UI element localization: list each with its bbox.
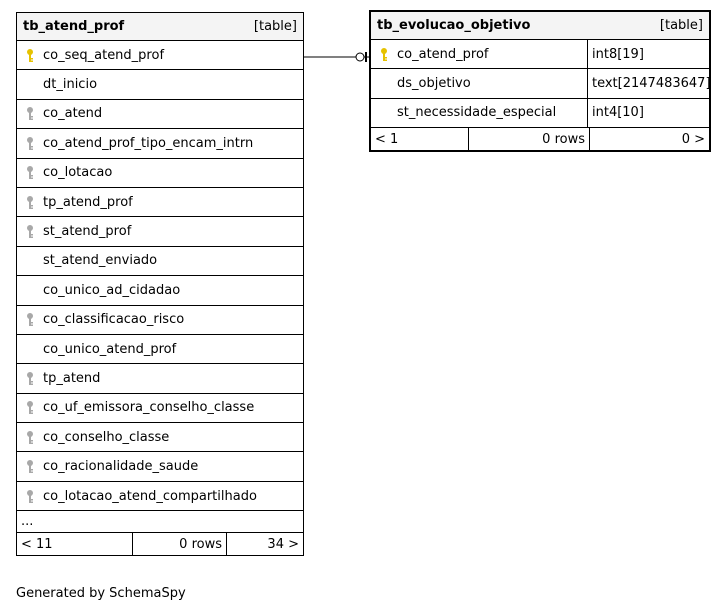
key-gray-icon bbox=[17, 459, 43, 474]
column-type: int4[10] bbox=[587, 99, 709, 127]
column-name: ds_objetivo bbox=[397, 76, 471, 92]
column-name: st_necessidade_especial bbox=[397, 105, 557, 121]
column-row[interactable] bbox=[371, 40, 709, 69]
more-columns-indicator[interactable]: ... bbox=[17, 511, 303, 533]
children-count[interactable]: 0 > bbox=[681, 131, 705, 147]
table-name: tb_atend_prof bbox=[23, 19, 125, 34]
column-name: co_atend bbox=[43, 106, 103, 122]
column-row[interactable] bbox=[17, 452, 303, 481]
column-row[interactable] bbox=[17, 247, 303, 276]
column-type: int8[19] bbox=[587, 40, 709, 68]
column-name: tp_atend_prof bbox=[43, 194, 133, 210]
key-gray-icon bbox=[17, 195, 43, 210]
table-header bbox=[17, 13, 303, 41]
table-type-label: [table] bbox=[659, 18, 703, 33]
column-name: st_atend_enviado bbox=[43, 253, 158, 269]
column-name: tp_atend bbox=[43, 370, 101, 386]
table-name: tb_evolucao_objetivo bbox=[377, 18, 531, 33]
column-row[interactable] bbox=[17, 217, 303, 246]
column-row[interactable] bbox=[17, 188, 303, 217]
column-row[interactable] bbox=[371, 99, 709, 128]
row-count: 0 rows bbox=[133, 533, 227, 555]
key-gold-icon bbox=[17, 48, 43, 63]
key-gold-icon bbox=[371, 47, 397, 62]
column-name: co_unico_ad_cidadao bbox=[43, 282, 181, 298]
column-row[interactable] bbox=[17, 335, 303, 364]
key-gray-icon bbox=[17, 136, 43, 151]
column-row[interactable] bbox=[17, 394, 303, 423]
column-type: text[2147483647] bbox=[587, 69, 709, 97]
column-row[interactable] bbox=[17, 70, 303, 99]
column-row[interactable] bbox=[17, 129, 303, 158]
key-gray-icon bbox=[17, 430, 43, 445]
column-name: co_atend_prof bbox=[397, 46, 489, 62]
children-count[interactable]: 34 > bbox=[267, 536, 299, 552]
column-name: st_atend_prof bbox=[43, 224, 132, 240]
table-header bbox=[371, 12, 709, 40]
table-footer bbox=[17, 533, 303, 555]
column-row[interactable] bbox=[17, 423, 303, 452]
column-name: dt_inicio bbox=[43, 77, 98, 93]
table-footer bbox=[371, 128, 709, 150]
column-name: co_classificacao_risco bbox=[43, 312, 185, 328]
generated-by-label: Generated by SchemaSpy bbox=[16, 586, 186, 601]
column-row[interactable] bbox=[17, 306, 303, 335]
column-name: co_conselho_classe bbox=[43, 429, 170, 445]
column-name: co_racionalidade_saude bbox=[43, 459, 199, 475]
parents-count[interactable]: < 1 bbox=[371, 128, 469, 150]
column-name: co_lotacao bbox=[43, 165, 113, 181]
table-tb-evolucao-objetivo[interactable] bbox=[369, 10, 711, 152]
column-name: co_uf_emissora_conselho_classe bbox=[43, 400, 255, 416]
key-gray-icon bbox=[17, 489, 43, 504]
column-row[interactable] bbox=[17, 482, 303, 511]
table-type-label: [table] bbox=[253, 19, 297, 34]
column-name: co_unico_atend_prof bbox=[43, 341, 177, 357]
key-gray-icon bbox=[17, 165, 43, 180]
parents-count[interactable]: < 11 bbox=[17, 533, 133, 555]
column-name: co_seq_atend_prof bbox=[43, 47, 165, 63]
column-row[interactable] bbox=[17, 364, 303, 393]
column-name: co_lotacao_atend_compartilhado bbox=[43, 488, 257, 504]
table-tb-atend-prof[interactable] bbox=[16, 12, 304, 556]
column-row[interactable] bbox=[17, 41, 303, 70]
key-gray-icon bbox=[17, 224, 43, 239]
key-gray-icon bbox=[17, 371, 43, 386]
column-row[interactable] bbox=[17, 276, 303, 305]
key-gray-icon bbox=[17, 106, 43, 121]
column-name: co_atend_prof_tipo_encam_intrn bbox=[43, 135, 254, 151]
column-row[interactable] bbox=[17, 159, 303, 188]
key-gray-icon bbox=[17, 312, 43, 327]
column-row[interactable] bbox=[17, 100, 303, 129]
row-count: 0 rows bbox=[469, 128, 590, 150]
column-row[interactable] bbox=[371, 69, 709, 98]
key-gray-icon bbox=[17, 400, 43, 415]
